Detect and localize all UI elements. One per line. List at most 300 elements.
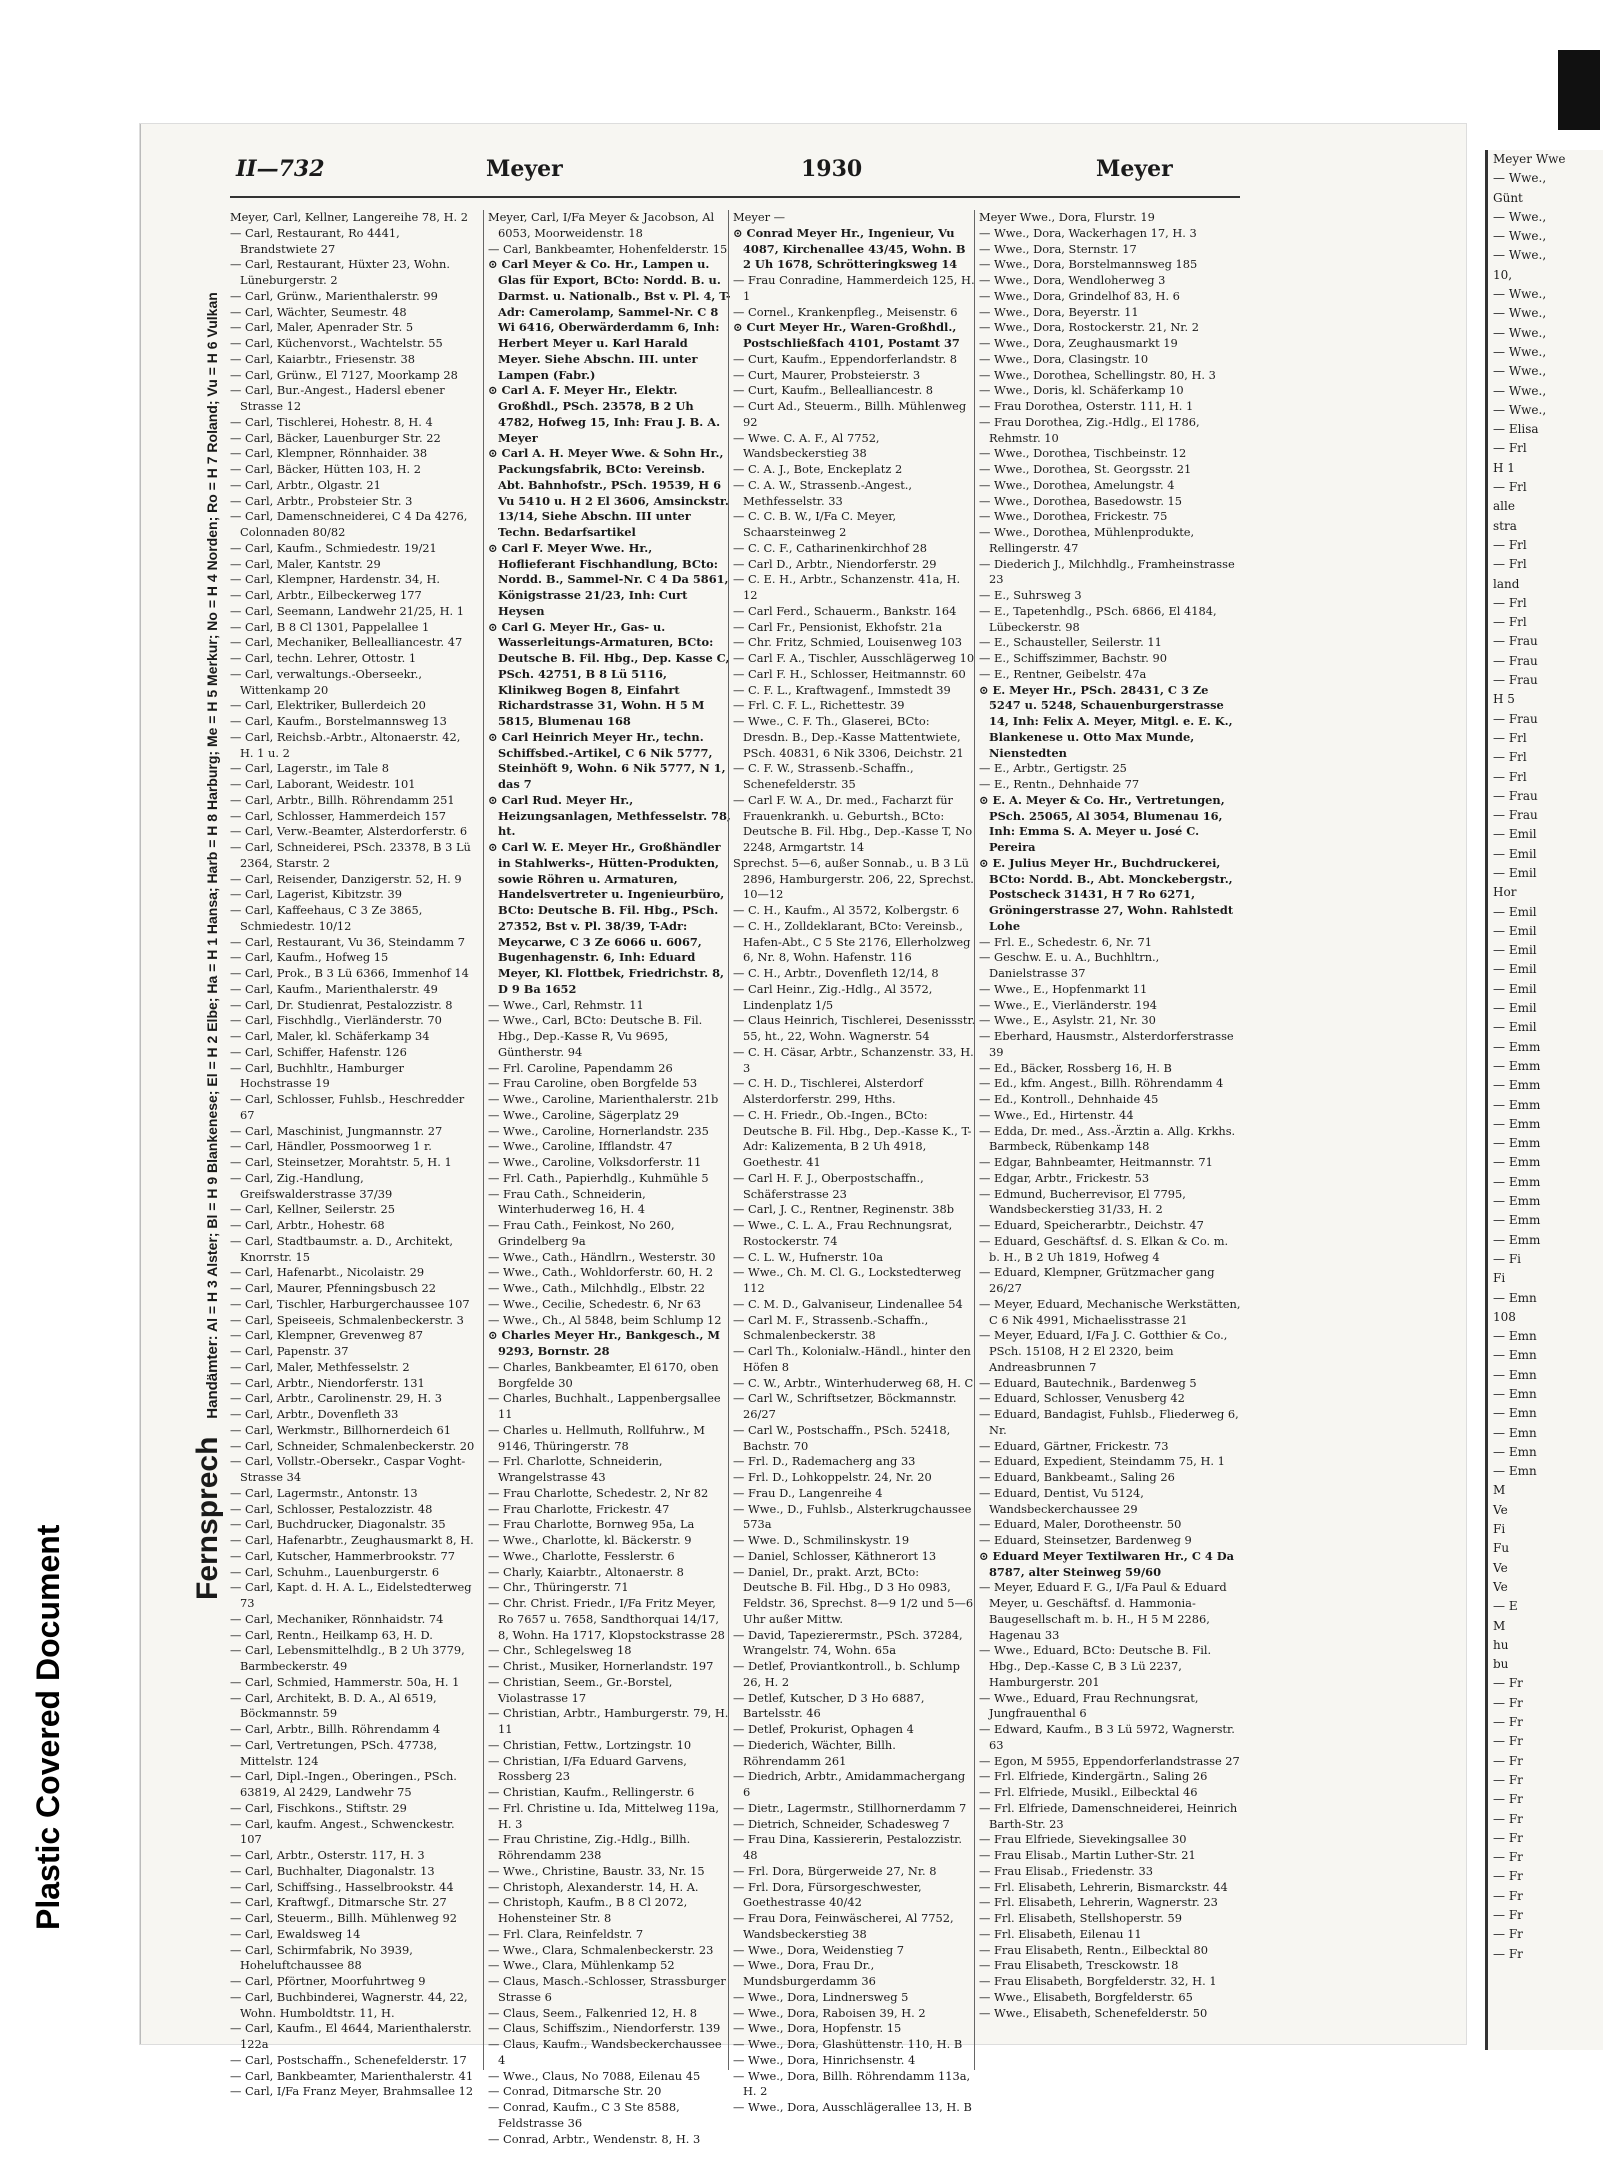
directory-entry: — Carl Fr., Pensionist, Ekhofstr. 21a	[733, 619, 943, 634]
directory-entry: — Christoph, Alexanderstr. 14, H. A.	[488, 1879, 699, 1894]
directory-entry: — Carl, Werkmstr., Billhornerdeich 61	[230, 1422, 451, 1437]
directory-entry: — Eduard, Expedient, Steindamm 75, H. 1	[979, 1454, 1225, 1469]
directory-entry: — Cornel., Krankenpfleg., Meisenstr. 6	[733, 304, 958, 319]
directory-entry: — Frau Elisabeth, Borgfelderstr. 32, H. 1	[979, 1974, 1217, 1988]
directory-entry: — Carl, Arbtr., Dovenfleth 33	[230, 1407, 399, 1421]
edge-fragment: 10,	[1493, 267, 1513, 282]
edge-fragment: Fi	[1493, 1271, 1506, 1286]
edge-fragment: — Emm	[1493, 1194, 1541, 1209]
directory-entry: — Eduard, Maler, Dorotheenstr. 50	[979, 1517, 1182, 1532]
directory-entry: — Detlef, Prokurist, Ophagen 4	[733, 1722, 914, 1736]
directory-entry: — Carl, Arbtr., Billh. Röhrendamm 4	[230, 1722, 441, 1736]
directory-entry: — Carl, Postschaffn., Schenefelderstr. 17	[230, 2052, 467, 2067]
directory-entry: — Wwe., C. F. Th., Glaserei, BCto: Dresdn. B., Dep.-Kasse Mattentwiete, PSch. 40831, 6 Nik 3306, Deichstr. 21	[733, 714, 964, 760]
directory-entry: — Diederich J., Milchhdlg., Framheinstrasse 23	[979, 556, 1235, 587]
edge-fragment: Ve	[1493, 1579, 1508, 1594]
directory-entry: ⊙ Carl Heinrich Meyer Hr., techn. Schiffsbed.-Artikel, C 6 Nik 5777, Steinhöft 9, Wohn. 6 Nik 5777, N 1, das 7	[488, 729, 726, 791]
directory-entry: — Claus Heinrich, Tischlerei, Desenissstr. 55, ht., 22, Wohn. Wagnerstr. 54	[733, 1013, 976, 1043]
directory-entry: ⊙ Carl Rud. Meyer Hr., Heizungsanlagen, Methfesselstr. 78, ht.	[488, 792, 731, 839]
directory-entry: — Carl, Maler, Kantstr. 29	[230, 556, 381, 571]
directory-entry: — E., Arbtr., Gertigstr. 25	[979, 761, 1127, 776]
directory-entry: — Wwe., Dorothea, Basedowstr. 15	[979, 493, 1183, 508]
edge-fragment: — Frl	[1493, 615, 1527, 630]
directory-entry: — Wwe., Dora, Raboisen 39, H. 2	[733, 2005, 926, 2020]
directory-entry: — Wwe., Clara, Mühlenkamp 52	[488, 1958, 675, 1973]
directory-entry: — Carl, Bäcker, Lauenburger Str. 22	[230, 430, 441, 445]
directory-entry: — Diedrich, Arbtr., Amidammachergang 6	[733, 1769, 966, 1799]
directory-entry: — Carl, Kapt. d. H. A. L., Eidelstedterweg 73	[230, 1580, 472, 1610]
directory-entry: — C. L. W., Hufnerstr. 10a	[733, 1249, 884, 1264]
edge-fragment: — Wwe.,	[1493, 364, 1547, 379]
directory-entry: — Carl, Tischler, Harburgerchaussee 107	[230, 1296, 470, 1311]
edge-fragment: — Frau	[1493, 653, 1538, 668]
edge-fragment: — Emn	[1493, 1367, 1537, 1382]
edge-fragment: — Fr	[1493, 1811, 1523, 1826]
edge-fragment: — Wwe.,	[1493, 287, 1547, 302]
directory-entry: — Wwe., Cath., Milchhdlg., Elbstr. 22	[488, 1281, 706, 1295]
edge-fragment: — Fr	[1493, 1715, 1523, 1730]
directory-entry: — Carl, Schneiderei, PSch. 23378, B 3 Lü 2364, Starstr. 2	[230, 840, 471, 870]
directory-entry: — Wwe., Ed., Hirtenstr. 44	[979, 1107, 1134, 1122]
directory-entry: — Wwe., Dora, Zeughausmarkt 19	[979, 336, 1178, 350]
edge-fragment: — Fr	[1493, 1869, 1523, 1884]
directory-entry: — Carl, Lagerist, Kibitzstr. 39	[230, 887, 403, 902]
edge-fragment: — Emil	[1493, 846, 1537, 861]
directory-entry: — Wwe., Eduard, BCto: Deutsche B. Fil. Hbg., Dep.-Kasse C, B 3 Lü 2237, Hamburgerstr. 201	[979, 1643, 1212, 1689]
directory-entry: — Chr. Fritz, Schmied, Louisenweg 103	[733, 635, 963, 650]
edge-fragment: Fu	[1493, 1541, 1510, 1556]
edge-fragment: — Emil	[1493, 981, 1537, 996]
directory-entry: — C. A. W., Strassenb.-Angest., Methfesselstr. 33	[733, 477, 913, 508]
edge-fragment: — Emm	[1493, 1136, 1541, 1151]
directory-entry: — Carl, Arbtr., Olgastr. 21	[230, 477, 381, 492]
directory-entry: — Wwe., Dora, Glashüttenstr. 110, H. B	[733, 2037, 963, 2051]
directory-entry: — Carl, Damenschneiderei, C 4 Da 4276, Colonnaden 80/82	[230, 509, 468, 539]
directory-entry: — Curt, Kaufm., Bellealliancestr. 8	[733, 383, 934, 398]
directory-entry: — Carl, Schiffer, Hafenstr. 126	[230, 1044, 407, 1059]
directory-entry: ⊙ Carl Meyer & Co. Hr., Lampen u. Glas für Export, BCto: Nordd. B. u. Darmst. u. Nationalb., Bst v. Pl. 4, T-Adr: Camerolamp, Sammel-Nr. C 8 Wi 6416, Oberwärderdamm 6, Inh: Herbert Meyer u. Karl Harald Meyer. Siehe Abschn. III. unter Lampen (Fabr.)	[488, 257, 731, 382]
side-label: Plastic Covered Document	[30, 1524, 66, 1930]
directory-entry: — Christian, Fettw., Lortzingstr. 10	[488, 1737, 692, 1752]
directory-entry: — Wwe., Dorothea, Schellingstr. 80, H. 3	[979, 367, 1216, 382]
directory-entry: — Carl, Restaurant, Vu 36, Steindamm 7	[230, 934, 465, 949]
edge-fragment: alle	[1493, 499, 1515, 514]
directory-entry: — Carl, Schlosser, Pestalozzistr. 48	[230, 1501, 433, 1516]
directory-entry: — C. H., Kaufm., Al 3572, Kolbergstr. 6	[733, 903, 960, 917]
directory-entry: — E., Schiffszimmer, Bachstr. 90	[979, 651, 1167, 665]
header-rule	[230, 196, 1240, 198]
edge-fragment: — Emn	[1493, 1329, 1537, 1344]
edge-fragment: — Fr	[1493, 1792, 1523, 1807]
edge-fragment: — Fr	[1493, 1927, 1523, 1942]
directory-entry: — Wwe., Caroline, Marienthalerstr. 21b	[488, 1092, 719, 1106]
directory-entry: — Carl, J. C., Rentner, Reginenstr. 38b	[733, 1202, 954, 1217]
directory-entry: ⊙ Conrad Meyer Hr., Ingenieur, Vu 4087, Kirchenallee 43/45, Wohn. B 2 Uh 1678, Schrötteringksweg 14	[733, 225, 966, 272]
directory-entry: — Wwe., Cecilie, Schedestr. 6, Nr 63	[488, 1296, 701, 1311]
edge-fragment: Fi	[1493, 1522, 1506, 1537]
directory-entry: — Carl, Verw.-Beamter, Alsterdorferstr. 6	[230, 824, 468, 839]
edge-fragment: — Emn	[1493, 1444, 1537, 1459]
edge-fragment: — Fr	[1493, 1850, 1523, 1865]
edge-fragment: — Frl	[1493, 730, 1527, 745]
directory-entry: — Wwe., Charlotte, Fesslerstr. 6	[488, 1548, 675, 1563]
edge-fragment: — Wwe.,	[1493, 402, 1547, 417]
directory-entry: — Wwe., C. L. A., Frau Rechnungsrat, Rostockerstr. 74	[733, 1218, 953, 1248]
directory-entry: — Frl. D., Rademacherg ang 33	[733, 1454, 916, 1469]
directory-entry: — Wwe., Caroline, Sägerplatz 29	[488, 1107, 679, 1122]
directory-entry: — C. A. J., Bote, Enckeplatz 2	[733, 462, 903, 476]
edge-fragment: — Emil	[1493, 904, 1537, 919]
directory-entry: — Wwe., Dorothea, Frickestr. 75	[979, 509, 1168, 524]
directory-entry: — Eduard, Speicherarbtr., Deichstr. 47	[979, 1218, 1204, 1232]
directory-entry: — Wwe., Dora, Beyerstr. 11	[979, 304, 1139, 319]
directory-entry: — Wwe., Eduard, Frau Rechnungsrat, Jungfrauenthal 6	[979, 1690, 1199, 1721]
directory-entry: — Carl, Maschinist, Jungmannstr. 27	[230, 1123, 443, 1138]
directory-entry: — C. H. Cäsar, Arbtr., Schanzenstr. 33, H. 3	[733, 1044, 974, 1075]
directory-entry: — Meyer, Eduard, Mechanische Werkstätten, C 6 Nik 4991, Michaelisstrasse 21	[979, 1296, 1241, 1327]
directory-entry: — Frau Christine, Zig.-Hdlg., Billh. Röhrendamm 238	[488, 1832, 691, 1862]
edge-fragment: — Emn	[1493, 1387, 1537, 1401]
edge-fragment: — Wwe.,	[1493, 306, 1547, 321]
directory-entry: — Carl, Vollstr.-Obersekr., Caspar Voght-Strasse 34	[230, 1454, 466, 1484]
directory-entry: — Carl, Pförtner, Moorfuhrtweg 9	[230, 1974, 426, 1988]
directory-entry: — Frau Elisabeth, Tresckowstr. 18	[979, 1958, 1179, 1973]
directory-entry: — Carl, Fischhdlg., Vierländerstr. 70	[230, 1013, 442, 1028]
directory-entry: — Meyer, Eduard, I/Fa J. C. Gotthier & Co., PSch. 15108, H 2 El 2320, beim Andreasbrunnen 7	[979, 1328, 1228, 1374]
directory-entry: — E., Suhrsweg 3	[979, 588, 1082, 602]
page-number: II—732	[236, 156, 325, 182]
directory-entry: — Chr. Christ. Friedr., I/Fa Fritz Meyer, Ro 7657 u. 7658, Sandthorquai 14/17, 8, Wohn. Ha 1717, Klopstockstrasse 28	[488, 1596, 725, 1642]
edge-fragment: — Fr	[1493, 1772, 1523, 1787]
directory-entry: — Daniel, Dr., prakt. Arzt, BCto: Deutsche B. Fil. Hbg., D 3 Ho 0983, Feldstr. 36, Sprechst. 8—9 1/2 und 5—6 Uhr außer Mittw.	[733, 1564, 974, 1626]
directory-entry: — Frau Elfriede, Sievekingsallee 30	[979, 1832, 1187, 1847]
edge-fragment: Meyer Wwe	[1493, 152, 1566, 166]
directory-entry: — Frl. Dora, Bürgerweide 27, Nr. 8	[733, 1863, 937, 1878]
directory-entry: — Carl, Grünw., El 7127, Moorkamp 28	[230, 367, 458, 382]
edge-fragment: — Wwe.,	[1493, 344, 1547, 359]
directory-entry: — Frl. Charlotte, Schneiderin, Wrangelstrasse 43	[488, 1454, 663, 1484]
edge-fragment: — Emm	[1493, 1232, 1541, 1247]
edge-fragment: — Emil	[1493, 1001, 1537, 1016]
edge-fragment: — Emil	[1493, 943, 1537, 958]
directory-entry: — Frau Dorothea, Zig.-Hdlg., El 1786, Rehmstr. 10	[979, 414, 1200, 445]
directory-entry: — Christ., Musiker, Hornerlandstr. 197	[488, 1659, 714, 1673]
directory-entry: — Christoph, Kaufm., B 8 Cl 2072, Hohensteiner Str. 8	[488, 1895, 688, 1925]
edge-fragment: — Emil	[1493, 827, 1537, 842]
edge-fragment: — Emm	[1493, 1213, 1541, 1228]
directory-entry: Meyer, Carl, Kellner, Langereihe 78, H. 2	[230, 210, 468, 224]
directory-entry: — Claus, Masch.-Schlosser, Strassburger Strasse 6	[488, 1974, 726, 2004]
directory-entry: — Wwe., Cath., Händlrn., Westerstr. 30	[488, 1249, 716, 1264]
directory-entry: — Frl. Elisabeth, Lehrerin, Bismarckstr. 44	[979, 1879, 1228, 1894]
directory-entry: — Eduard, Schlosser, Venusberg 42	[979, 1391, 1185, 1406]
directory-entry: — Carl, Steuerm., Billh. Mühlenweg 92	[230, 1911, 457, 1925]
directory-entry: — Carl, Dr. Studienrat, Pestalozzistr. 8	[230, 997, 453, 1012]
directory-entry: — Carl, Fischkons., Stiftstr. 29	[230, 1800, 407, 1815]
directory-entry: — Carl, Stadtbaumstr. a. D., Architekt, Knorrstr. 15	[230, 1233, 454, 1264]
directory-entry: ⊙ Carl A. F. Meyer Hr., Elektr. Großhdl., PSch. 23578, B 2 Uh 4782, Hofweg 15, Inh: Frau J. B. A. Meyer	[488, 383, 721, 445]
directory-entry: — David, Tapezierermstr., PSch. 37284, Wrangelstr. 74, Wohn. 65a	[733, 1627, 963, 1658]
edge-fragment: — Fr	[1493, 1946, 1523, 1961]
directory-entry: — Frau Dorothea, Osterstr. 111, H. 1	[979, 399, 1194, 413]
edge-fragment: — Fi	[1493, 1251, 1521, 1266]
directory-entry: — Wwe., Clara, Schmalenbeckerstr. 23	[488, 1942, 714, 1957]
edge-fragment: — Emn	[1493, 1464, 1537, 1479]
directory-entry: — Egon, M 5955, Eppendorferlandstrasse 27	[979, 1753, 1240, 1768]
directory-entry: — Curt, Kaufm., Eppendorferlandstr. 8	[733, 351, 957, 366]
directory-entry: — Christian, Kaufm., Rellingerstr. 6	[488, 1785, 695, 1799]
edge-fragment: — Emm	[1493, 1078, 1541, 1093]
directory-entry: — Wwe. D., Schmilinskystr. 19	[733, 1533, 910, 1547]
directory-entry: ⊙ E. Julius Meyer Hr., Buchdruckerei, BCto: Nordd. B., Abt. Monckebergstr., Postscheck 31431, H 7 Ro 6271, Gröningerstrasse 27, Wohn. Rahlstedt Lohe	[979, 855, 1234, 933]
directory-entry: — Wwe., D., Fuhlsb., Alsterkrugchaussee 573a	[733, 1501, 972, 1532]
directory-entry: — Christian, Seem., Gr.-Borstel, Violastrasse 17	[488, 1674, 673, 1705]
directory-entry: — Eduard, Geschäftsf. d. S. Elkan & Co. m. b. H., B 2 Uh 1819, Hofweg 4	[979, 1233, 1229, 1264]
directory-entry: — Carl, Buchdrucker, Diagonalstr. 35	[230, 1517, 446, 1532]
directory-entry: — Frl. Elisabeth, Eilenau 11	[979, 1926, 1142, 1941]
directory-entry: Meyer Wwe., Dora, Flurstr. 19	[979, 210, 1155, 224]
directory-entry: — Carl, Rentn., Heilkamp 63, H. D.	[230, 1627, 433, 1642]
directory-entry: — Frl. Dora, Fürsorgeschwester, Goethestrasse 40/42	[733, 1879, 922, 1910]
edge-fragment: Ve	[1493, 1502, 1508, 1517]
phone-title: Fernsprech	[191, 1436, 224, 1600]
directory-entry: — Carl, techn. Lehrer, Ottostr. 1	[230, 651, 417, 665]
edge-fragment: — Fr	[1493, 1830, 1523, 1845]
directory-entry: — Carl, Architekt, B. D. A., Al 6519, Böckmannstr. 59	[230, 1690, 437, 1721]
edge-fragment: — Frl	[1493, 537, 1527, 552]
directory-entry: — Dietr., Lagermstr., Stillhornerdamm 7	[733, 1800, 967, 1815]
edge-fragment: — Emn	[1493, 1406, 1537, 1421]
directory-entry: — Carl W., Postschaffn., PSch. 52418, Bachstr. 70	[733, 1422, 951, 1453]
directory-entry: — C. W., Arbtr., Winterhuderweg 68, H. C	[733, 1375, 974, 1390]
phone-exchange-strip	[191, 292, 231, 1600]
directory-entry: — C. C. B. W., I/Fa C. Meyer, Schaarsteinweg 2	[733, 509, 897, 539]
directory-entry: — Charly, Kaiarbtr., Altonaerstr. 8	[488, 1564, 684, 1579]
directory-entry: — Conrad, Arbtr., Wendenstr. 8, H. 3	[488, 2131, 701, 2146]
directory-entry: — Wwe., Christine, Baustr. 33, Nr. 15	[488, 1863, 705, 1878]
directory-entry: — Carl, Buchbinderei, Wagnerstr. 44, 22, Wohn. Humboldtstr. 11, H.	[230, 1989, 468, 2020]
directory-entry: — Carl, Kellner, Seilerstr. 25	[230, 1202, 395, 1217]
edge-fragment: — Emm	[1493, 1116, 1541, 1131]
edge-fragment: — Fr	[1493, 1888, 1523, 1903]
directory-entry: — Carl, Händler, Possmoorweg 1 r.	[230, 1139, 432, 1154]
directory-entry: — Carl, Arbtr., Eilbeckerweg 177	[230, 588, 422, 602]
directory-entry: — Frl. Caroline, Papendamm 26	[488, 1060, 673, 1075]
directory-entry: — Carl, Mechaniker, Rönnhaidstr. 74	[230, 1611, 444, 1626]
directory-entry: ⊙ Carl F. Meyer Wwe. Hr., Hoflieferant Fischhandlung, BCto: Nordd. B., Sammel-Nr. C 4 Da 5861, Königstrasse 21/23, Inh: Curt Heysen	[488, 540, 729, 618]
edge-fragment: land	[1493, 576, 1520, 591]
directory-entry: — Wwe., Elisabeth, Borgfelderstr. 65	[979, 1989, 1193, 2004]
directory-entry: — Wwe., Dora, Borstelmannsweg 185	[979, 257, 1198, 272]
directory-entry: — Frl. Elisabeth, Stellshoperstr. 59	[979, 1911, 1182, 1925]
directory-entry: — Chr., Thüringerstr. 71	[488, 1580, 629, 1595]
directory-entry: — Carl, Papenstr. 37	[230, 1344, 349, 1358]
directory-entry: — Wwe., Dorothea, Mühlenprodukte, Rellingerstr. 47	[979, 525, 1195, 555]
directory-entry: — Edward, Kaufm., B 3 Lü 5972, Wagnerstr. 63	[979, 1722, 1235, 1752]
edge-fragment: — Frl	[1493, 750, 1527, 765]
edge-fragment: — Frl	[1493, 480, 1527, 495]
directory-entry: — Detlef, Kutscher, D 3 Ho 6887, Bartelsstr. 46	[733, 1690, 925, 1721]
edge-fragment: — Emm	[1493, 1058, 1541, 1073]
directory-entry: — Frl. Cath., Papierhdlg., Kuhmühle 5	[488, 1170, 709, 1185]
edge-fragment: — Frl	[1493, 441, 1527, 456]
directory-entry: — Wwe., Ch. M. Cl. G., Lockstedterweg 112	[733, 1265, 962, 1295]
directory-entry: — Carl H. F. J., Oberpostschaffn., Schäferstrasse 23	[733, 1170, 924, 1201]
directory-entry: — Eberhard, Hausmstr., Alsterdorferstrasse 39	[979, 1029, 1234, 1059]
edge-fragment: — Frau	[1493, 673, 1538, 688]
directory-entry: ⊙ Curt Meyer Hr., Waren-Großhdl., Postschließfach 4101, Postamt 37	[733, 320, 960, 350]
directory-entry: — C. C. F., Catharinenkirchhof 28	[733, 540, 928, 555]
directory-entry: — Carl, Bankbeamter, Marienthalerstr. 41	[230, 2068, 474, 2083]
directory-entry: — Carl, Arbtr., Billh. Röhrendamm 251	[230, 792, 455, 807]
directory-entry: — Carl, Klempner, Rönnhaider. 38	[230, 446, 428, 461]
directory-entry: ⊙ E. Meyer Hr., PSch. 28431, C 3 Ze 5247 u. 5248, Schauenburgerstrasse 14, Inh: Felix A. Meyer, Mitgl. e. E. K., Blankenese u. Otto Max Munde, Nienstedten	[979, 682, 1233, 760]
directory-entry: — Conrad, Ditmarsche Str. 20	[488, 2084, 662, 2099]
directory-entry: — Carl, Maler, kl. Schäferkamp 34	[230, 1029, 430, 1043]
edge-fragment: 108	[1493, 1309, 1516, 1324]
directory-entry: — Eduard, Gärtner, Frickestr. 73	[979, 1438, 1169, 1453]
directory-entry: — Frau Caroline, oben Borgfelde 53	[488, 1076, 698, 1091]
edge-fragment: M	[1493, 1618, 1506, 1633]
directory-entry: — Frl. D., Lohkoppelstr. 24, Nr. 20	[733, 1470, 932, 1484]
directory-entry: — Wwe., E., Hopfenmarkt 11	[979, 981, 1148, 996]
directory-entry: — Carl, Kaffeehaus, C 3 Ze 3865, Schmiedestr. 10/12	[230, 903, 423, 933]
edge-fragment: — Emn	[1493, 1348, 1537, 1363]
directory-entry: ⊙ Carl G. Meyer Hr., Gas- u. Wasserleitungs-Armaturen, BCto: Deutsche B. Fil. Hbg., Dep. Kasse C, PSch. 42751, B 8 Lü 5116, Klinikweg Bogen 8, Einfahrt Richardstrasse 31, Wohn. H 5 M 5815, Blumenau 168	[488, 619, 730, 728]
directory-entry: — Frl. Elfriede, Kindergärtn., Saling 26	[979, 1769, 1208, 1784]
directory-entry: — Carl, Schuhm., Lauenburgerstr. 6	[230, 1564, 440, 1579]
directory-entry: — Carl, Vertretungen, PSch. 47738, Mittelstr. 124	[230, 1737, 438, 1768]
directory-entry: — Charles, Buchhalt., Lappenbergsallee 11	[488, 1391, 721, 1421]
directory-entry: — C. H. D., Tischlerei, Alsterdorf Alsterdorferstr. 299, Hths.	[733, 1076, 923, 1106]
directory-entry: — Eduard, Dentist, Vu 5124, Wandsbeckerchaussee 29	[979, 1485, 1144, 1516]
directory-entry: — Curt, Maurer, Probsteierstr. 3	[733, 367, 921, 382]
edge-fragment: — Fr	[1493, 1908, 1523, 1923]
directory-entry: — Frau Conradine, Hammerdeich 125, H. 1	[733, 273, 975, 303]
directory-entry: — Wwe., Dora, Hinrichsenstr. 4	[733, 2052, 916, 2067]
directory-entry: — C. M. D., Galvaniseur, Lindenallee 54	[733, 1296, 963, 1311]
directory-entry: — Carl, Bäcker, Hütten 103, H. 2	[230, 462, 421, 476]
directory-entry: — Frau Charlotte, Frickestr. 47	[488, 1501, 670, 1516]
directory-entry: — Wwe., Dora, Clasingstr. 10	[979, 351, 1149, 366]
next-page-edge	[1485, 150, 1603, 2050]
directory-entry: — Eduard, Bankbeamt., Saling 26	[979, 1470, 1175, 1484]
directory-entry: — Edmund, Bucherrevisor, El 7795, Wandsbeckerstieg 31/33, H. 2	[979, 1186, 1186, 1217]
edge-fragment: hu	[1493, 1637, 1509, 1652]
directory-entry: — Carl, Kraftwgf., Ditmarsche Str. 27	[230, 1895, 447, 1910]
directory-entry: — Carl, Bur.-Angest., Hadersl ebener Strasse 12	[230, 383, 445, 413]
directory-entry: — Edda, Dr. med., Ass.-Ärztin a. Allg. Krkhs. Barmbeck, Rübenkamp 148	[979, 1123, 1236, 1154]
directory-entry: — Wwe., Dora, Sternstr. 17	[979, 241, 1137, 256]
directory-entry: ⊙ E. A. Meyer & Co. Hr., Vertretungen, PSch. 25065, Al 3054, Blumenau 16, Inh: Emma S. A. Meyer u. José C. Pereira	[979, 792, 1225, 854]
directory-entry: — Carl, Reichsb.-Arbtr., Altonaerstr. 42, H. 1 u. 2	[230, 729, 461, 760]
directory-entry: — Wwe., Charlotte, kl. Bäckerstr. 9	[488, 1533, 692, 1547]
directory-entry: — Ed., kfm. Angest., Billh. Röhrendamm 4	[979, 1076, 1224, 1091]
directory-entry: — Carl, Restaurant, Hüxter 23, Wohn. Lüneburgerstr. 2	[230, 257, 451, 287]
directory-entry: — Wwe., Dora, Wackerhagen 17, H. 3	[979, 225, 1197, 240]
directory-entry: — Carl, Zig.-Handlung, Greifswalderstrasse 37/39	[230, 1170, 393, 1201]
directory-entry: — Carl M. F., Strassenb.-Schaffn., Schmalenbeckerstr. 38	[733, 1312, 929, 1343]
directory-entry: — Diederich, Wächter, Billh. Röhrendamm 261	[733, 1737, 896, 1768]
directory-entry: — Carl, Steinsetzer, Morahtstr. 5, H. 1	[230, 1155, 452, 1169]
directory-entry: — Curt Ad., Steuerm., Billh. Mühlenweg 92	[733, 399, 967, 429]
directory-entry: — Wwe., Claus, No 7088, Eilenau 45	[488, 2068, 701, 2083]
edge-fragment: — Fr	[1493, 1753, 1523, 1768]
directory-entry: — Carl, Reisender, Danzigerstr. 52, H. 9	[230, 871, 462, 886]
directory-entry: — Carl, Schmied, Hammerstr. 50a, H. 1	[230, 1674, 460, 1689]
directory-entry: — Frau Elisabeth, Rentn., Eilbecktal 80	[979, 1942, 1209, 1957]
directory-entry: — Frau Charlotte, Bornweg 95a, La	[488, 1517, 695, 1532]
directory-entry: — Carl, Schlosser, Hammerdeich 157	[230, 808, 446, 823]
directory-entry: — Dietrich, Schneider, Schadesweg 7	[733, 1816, 950, 1831]
directory-entry: — Wwe., Dora, Lindnersweg 5	[733, 1989, 909, 2004]
directory-entry: — Carl, Kaufm., El 4644, Marienthalerstr. 122a	[230, 2021, 472, 2051]
directory-entry: — Carl, Schlosser, Fuhlsb., Heschredder 67	[230, 1092, 465, 1122]
directory-entry: Meyer, Carl, I/Fa Meyer & Jacobson, Al 6053, Moorweidenstr. 18	[488, 210, 715, 240]
column-3	[728, 210, 976, 2114]
edge-fragment: M	[1493, 1483, 1506, 1498]
edge-fragment: — Emil	[1493, 923, 1537, 938]
directory-entry: — Carl, Laborant, Weidestr. 101	[230, 777, 416, 791]
directory-entry: — Carl, Kaufm., Borstelmannsweg 13	[230, 714, 447, 728]
directory-entry: — Carl W., Schriftsetzer, Böckmannstr. 26/27	[733, 1391, 957, 1421]
directory-entry: — Eduard, Bandagist, Fuhlsb., Fliederweg 6, Nr.	[979, 1407, 1239, 1437]
directory-entry: — Wwe., Dora, Rostockerstr. 21, Nr. 2	[979, 320, 1199, 335]
directory-entry: — Frl. Elisabeth, Lehrerin, Wagnerstr. 23	[979, 1895, 1218, 1910]
header-year: 1930	[801, 156, 863, 182]
directory-entry: — Wwe., Dora, Frau Dr., Mundsburgerdamm 36	[733, 1958, 876, 1988]
directory-entry: — E., Tapetenhdlg., PSch. 6866, El 4184, Lübeckerstr. 98	[979, 603, 1217, 634]
directory-entry: — Carl F. W. A., Dr. med., Facharzt für Frauenkrankh. u. Geburtsh., BCto: Deutsche B. Fil. Hbg., Dep.-Kasse T, No 2248, Armgartstr. 14	[733, 792, 973, 854]
directory-entry: — Carl, Hafenarbtr., Zeughausmarkt 8, H.	[230, 1533, 474, 1547]
edge-fragment: — Frl	[1493, 769, 1527, 784]
directory-entry: ⊙ Charles Meyer Hr., Bankgesch., M 9293, Bornstr. 28	[488, 1328, 721, 1358]
directory-entry: — Claus, Kaufm., Wandsbeckerchaussee 4	[488, 2037, 722, 2067]
directory-entry: — Wwe. C. A. F., Al 7752, Wandsbeckerstieg 38	[733, 430, 880, 461]
directory-entry: — Wwe., Dora, Billh. Röhrendamm 113a, H. 2	[733, 2068, 971, 2099]
edge-fragment: — Emil	[1493, 1020, 1537, 1035]
directory-entry: — Frl. Clara, Reinfeldstr. 7	[488, 1926, 644, 1941]
directory-entry: — Christian, Arbtr., Hamburgerstr. 79, H. 11	[488, 1706, 729, 1736]
edge-fragment: — Frl	[1493, 595, 1527, 610]
directory-entry: ⊙ Eduard Meyer Textilwaren Hr., C 4 Da 8787, alter Steinweg 59/60	[979, 1548, 1235, 1579]
edge-fragment: — Emil	[1493, 865, 1537, 880]
edge-fragment: — Fr	[1493, 1734, 1523, 1749]
directory-entry: — Conrad, Kaufm., C 3 Ste 8588, Feldstrasse 36	[488, 2100, 680, 2130]
directory-entry: — Wwe., Dora, Weidenstieg 7	[733, 1942, 905, 1957]
edge-fragment: — Frau	[1493, 788, 1538, 803]
directory-entry: — Carl, Arbtr., Hohestr. 68	[230, 1218, 385, 1232]
directory-entry: — Eduard, Steinsetzer, Bardenweg 9	[979, 1533, 1192, 1547]
directory-entry: — Frau Dina, Kassiererin, Pestalozzistr. 48	[733, 1832, 962, 1862]
edge-fragment: — Wwe.,	[1493, 383, 1547, 398]
directory-entry: — Charles, Bankbeamter, El 6170, oben Borgfelde 30	[488, 1359, 719, 1390]
column-2	[483, 210, 731, 2146]
directory-entry: — Wwe., Dora, Wendloherweg 3	[979, 273, 1166, 287]
directory-entry: — Wwe., Cath., Wohldorferstr. 60, H. 2	[488, 1265, 714, 1280]
directory-entry: — Carl, Klempner, Grevenweg 87	[230, 1328, 424, 1343]
edge-fragment: H 5	[1493, 692, 1515, 707]
directory-entry: — Wwe., Caroline, Volksdorferstr. 11	[488, 1155, 702, 1169]
directory-entry: — Christian, I/Fa Eduard Garvens, Rossberg 23	[488, 1753, 687, 1784]
edge-fragment: — Emm	[1493, 1155, 1541, 1170]
directory-entry: — C. E. H., Arbtr., Schanzenstr. 41a, H. 12	[733, 572, 961, 602]
directory-entry: — Carl, Schirmfabrik, No 3939, Hoheluftchaussee 88	[230, 1942, 413, 1973]
directory-entry: — Wwe., Dora, Grindelhof 83, H. 6	[979, 288, 1180, 303]
directory-entry: — Wwe., E., Vierländerstr. 194	[979, 997, 1157, 1012]
directory-entry: Sprechst. 5—6, außer Sonnab., u. B 3 Lü 2896, Hamburgerstr. 206, 22, Sprechst. 10—12	[733, 855, 974, 902]
directory-entry: — Claus, Schiffszim., Niendorferstr. 139	[488, 2021, 721, 2036]
